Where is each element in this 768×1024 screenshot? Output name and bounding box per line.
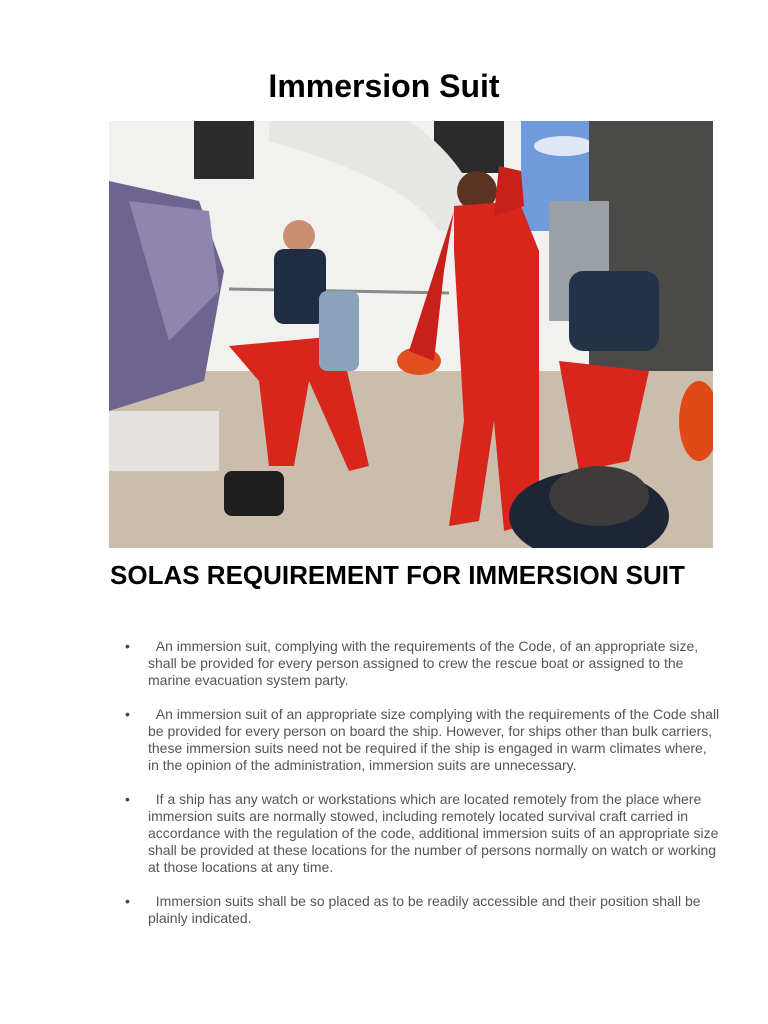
list-item [110,638,720,689]
list-item-text: An immersion suit of an appropriate size complying with the requirements of the Code shall be provided for every person on board the ship. However, for ships other than bulk carriers, these immersion suits need not be required if the ship is engaged in warm climates where, in the opinion of the administration, immersion suits are unnecessary. [148,706,720,773]
bullet-icon: • [125,706,130,722]
list-item [110,791,720,876]
section-heading: SOLAS REQUIREMENT FOR IMMERSION SUIT [110,560,685,590]
list-item-text: If a ship has any watch or workstations which are located remotely from the place where immersion suits are normally stowed, including remotely located survival craft carried in accordance with the regulation of the code, additional immersion suits of an appropriate size shall be provided at these locations for the number of persons normally on watch or working at those locations at any time. [148,791,719,875]
list-item-text: Immersion suits shall be so placed as to be readily accessible and their position shall be plainly indicated. [148,893,701,926]
page-title: Immersion Suit [268,68,500,104]
bullet-icon: • [125,893,130,909]
bullet-icon: • [125,791,130,807]
list-item-text: An immersion suit, complying with the requirements of the Code, of an appropriate size, shall be provided for every person assigned to crew the rescue boat or assigned to the marine evacuation system party. [148,638,699,688]
immersion-suit-photo [109,121,713,548]
list-item [110,706,720,774]
list-item [110,893,720,927]
bullet-icon: • [125,638,130,654]
requirements-list [110,638,720,944]
